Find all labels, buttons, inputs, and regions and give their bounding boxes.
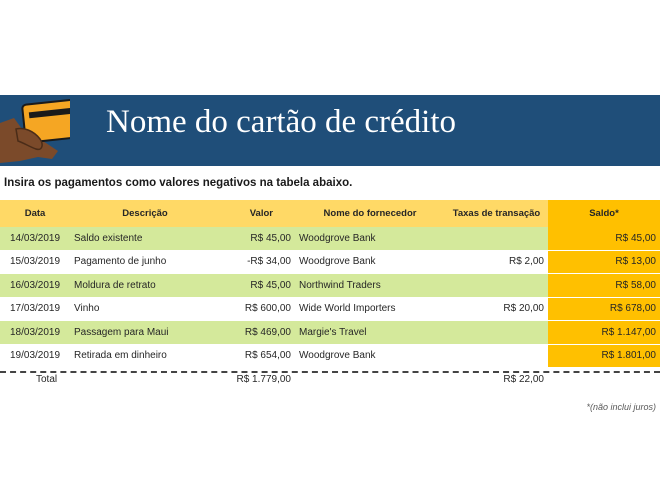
cell-fornecedor[interactable]: Northwind Traders (295, 274, 445, 298)
total-divider (0, 371, 660, 373)
table-row (0, 297, 660, 321)
footnote: *(não inclui juros) (586, 402, 656, 412)
cell-fornecedor[interactable]: Woodgrove Bank (295, 227, 445, 250)
cell-valor[interactable]: R$ 45,00 (220, 227, 295, 250)
header-taxas[interactable]: Taxas de transação (445, 200, 548, 227)
cell-fornecedor[interactable]: Woodgrove Bank (295, 250, 445, 274)
cell-valor[interactable]: -R$ 34,00 (220, 250, 295, 274)
cell-saldo[interactable]: R$ 1.801,00 (548, 344, 660, 367)
cell-data[interactable]: 14/03/2019 (0, 227, 70, 250)
table-row (0, 321, 660, 345)
cell-saldo[interactable]: R$ 13,00 (548, 250, 660, 274)
cell-saldo[interactable]: R$ 45,00 (548, 227, 660, 250)
cell-taxas[interactable] (445, 274, 548, 298)
cell-fornecedor[interactable]: Wide World Importers (295, 297, 445, 321)
cell-taxas[interactable] (445, 227, 548, 250)
instructions-text: Insira os pagamentos como valores negativos na tabela abaixo. (4, 177, 353, 189)
cell-data[interactable]: 16/03/2019 (0, 274, 70, 298)
cell-fornecedor[interactable]: Margie's Travel (295, 321, 445, 345)
cell-taxas[interactable]: R$ 20,00 (445, 297, 548, 321)
transactions-table (0, 200, 660, 391)
cell-data[interactable]: 18/03/2019 (0, 321, 70, 345)
cell-valor[interactable]: R$ 469,00 (220, 321, 295, 345)
cell-data[interactable]: 15/03/2019 (0, 250, 70, 274)
cell-valor[interactable]: R$ 600,00 (220, 297, 295, 321)
cell-descricao[interactable]: Vinho (70, 297, 220, 321)
table-header-row (0, 200, 660, 227)
header-fornecedor[interactable]: Nome do fornecedor (295, 200, 445, 227)
cell-data[interactable]: 19/03/2019 (0, 344, 70, 367)
table-row (0, 227, 660, 250)
cell-descricao[interactable]: Pagamento de junho (70, 250, 220, 274)
table-row (0, 344, 660, 367)
cell-taxas[interactable]: R$ 2,00 (445, 250, 548, 274)
page-title: Nome do cartão de crédito (106, 104, 457, 140)
table-row (0, 274, 660, 298)
cell-saldo[interactable]: R$ 1.147,00 (548, 321, 660, 345)
total-valor[interactable]: R$ 1.779,00 (220, 367, 295, 391)
total-label: Total (0, 367, 70, 391)
credit-card-in-hand-icon (0, 99, 70, 165)
cell-valor[interactable]: R$ 45,00 (220, 274, 295, 298)
cell-saldo[interactable]: R$ 58,00 (548, 274, 660, 298)
header-data[interactable]: Data (0, 200, 70, 227)
cell-taxas[interactable] (445, 344, 548, 367)
cell-data[interactable]: 17/03/2019 (0, 297, 70, 321)
cell-descricao[interactable]: Saldo existente (70, 227, 220, 250)
cell-taxas[interactable] (445, 321, 548, 345)
cell-saldo[interactable]: R$ 678,00 (548, 297, 660, 321)
cell-descricao[interactable]: Passagem para Maui (70, 321, 220, 345)
cell-fornecedor[interactable]: Woodgrove Bank (295, 344, 445, 367)
header-valor[interactable]: Valor (220, 200, 295, 227)
cell-descricao[interactable]: Retirada em dinheiro (70, 344, 220, 367)
cell-descricao[interactable]: Moldura de retrato (70, 274, 220, 298)
total-taxas[interactable]: R$ 22,00 (445, 367, 548, 391)
table-row (0, 250, 660, 274)
cell-valor[interactable]: R$ 654,00 (220, 344, 295, 367)
header-saldo[interactable]: Saldo* (548, 200, 660, 227)
header-descricao[interactable]: Descrição (70, 200, 220, 227)
